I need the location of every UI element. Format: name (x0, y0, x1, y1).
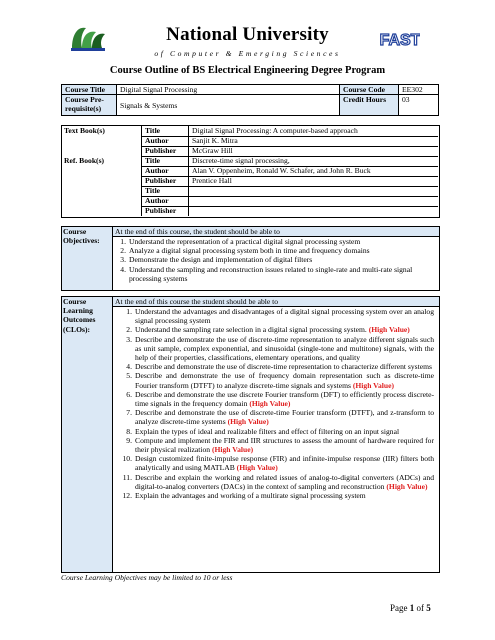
course-title-value: Digital Signal Processing (117, 85, 340, 95)
clo-item (120, 408, 434, 426)
objectives-intro: At the end of this course, the student should be able to (115, 227, 280, 236)
clo-number: 12. (122, 491, 132, 501)
clo-number: 6. (126, 389, 132, 399)
clo-item (120, 335, 434, 363)
clo-text: Explain the types of ideal and realizable filters and effect of filtering on an input signal (135, 426, 400, 436)
clos-list (120, 307, 434, 500)
objective-text: Understand the sampling and reconstruction issues related to single-rate and multi-rate signal processing systems (129, 264, 413, 283)
books-divider-2 (188, 125, 189, 216)
clo-number: 3. (126, 334, 132, 344)
book-ref-key: Title (145, 186, 161, 195)
book-ref-value: Alan V. Oppenheim, Ronald W. Schafer, and John R. Buck (192, 166, 371, 175)
objectives-list (114, 237, 432, 283)
clo-number: 11. (122, 472, 132, 482)
clo-item (120, 371, 434, 389)
objective-item (114, 255, 432, 264)
clo-number: 9. (126, 435, 132, 445)
high-value-badge: (High Value) (211, 445, 254, 455)
objectives-label: Course Objectives: (63, 227, 100, 246)
clo-number: 7. (126, 408, 132, 418)
high-value-badge: (High Value) (368, 325, 410, 335)
credit-hours-value: 03 (399, 95, 439, 116)
clo-text: Describe and demonstrate the use of discrete-time Fourier transform (DTFT), and z-transform to analyze discrete-time systems (135, 408, 434, 427)
book-text-key: Publisher (145, 146, 177, 155)
clos-label-cell (61, 296, 113, 573)
book-row-divider (141, 146, 438, 147)
high-value-badge: (High Value) (352, 380, 395, 390)
book-row-divider (141, 196, 438, 197)
fast-logo-icon (380, 28, 420, 50)
header (0, 18, 495, 62)
objective-text: Understand the representation of a practical digital signal processing system (129, 237, 361, 246)
clo-text: Understand the advantages and disadvantages of a digital signal processing system over an analog signal processing system (135, 307, 434, 326)
prereq-value: Signals & Systems (117, 95, 340, 116)
book-row-divider (141, 136, 438, 137)
page-current: 1 (409, 603, 415, 613)
clo-number: 1. (126, 307, 132, 316)
high-value-badge: (High Value) (386, 481, 428, 491)
clo-item (120, 473, 434, 491)
book-ref-key: Publisher (145, 176, 177, 185)
book-row-divider (141, 166, 438, 167)
book-text-value: Digital Signal Processing: A computer-based approach (192, 126, 358, 135)
clo-number: 2. (126, 325, 132, 335)
page-number (390, 603, 431, 613)
clo-number: 8. (126, 426, 132, 436)
course-code-value: EE302 (399, 85, 439, 95)
course-code-label: Course Code (340, 85, 399, 95)
clo-item (120, 325, 434, 334)
clo-text: Describe and demonstrate the use of frequency domain representation such as discrete-time Fourier transform (DTFT) to analyze discrete-time signals and systems (135, 371, 434, 390)
ref-books-label: Ref. Book(s) (64, 156, 105, 165)
objective-number: 2. (120, 246, 126, 256)
clo-text: Understand the sampling rate selection in a digital signal processing system. (135, 325, 367, 335)
book-row-divider (141, 176, 438, 177)
page-prefix: Page (390, 603, 408, 613)
clo-item (120, 362, 434, 371)
objective-item (114, 246, 432, 255)
high-value-badge: (High Value) (227, 417, 269, 427)
clo-item (120, 454, 434, 472)
clo-text: Describe and demonstrate the use of discrete-time representation to analyze different signals such as unit sample, complex exponential, and sinusoidal (single-tone and multitone) signals, with the help of their properties, classifications, elementary operations, and quality (135, 334, 434, 363)
book-ref-key: Title (145, 156, 161, 165)
clo-text: Describe and explain the working and related issues of analog-to-digital converters (ADCs) and digital-to-analog converters (DACs) in the context of sampling and reconstruction (135, 472, 434, 491)
book-ref-key: Publisher (145, 206, 177, 215)
book-ref-value: Prentice Hall (192, 176, 232, 185)
footnote: Course Learning Objectives may be limited to 10 or less (61, 573, 233, 582)
objective-text: Analyze a digital signal processing system both in time and frequency domains (129, 246, 370, 256)
page-total: 5 (426, 603, 431, 613)
university-name: National University (166, 24, 329, 45)
book-ref-key: Author (145, 196, 169, 205)
high-value-badge: (High Value) (249, 399, 291, 409)
prereq-label: Course Pre-requisite(s) (62, 95, 117, 116)
book-ref-value: Discrete-time signal processing, (192, 156, 290, 165)
university-subtitle: of Computer & Emerging Sciences (154, 49, 341, 58)
clo-text: Describe and demonstrate the use of discrete-time representation to characterize different systems (135, 362, 432, 372)
text-books-label: Text Book(s) (64, 126, 105, 135)
clo-item (120, 307, 434, 325)
books-divider (141, 125, 142, 216)
book-text-key: Author (145, 136, 169, 145)
book-row-divider (141, 186, 438, 187)
clo-text: Compute and implement the FIR and IIR structures to assess the amount of hardware required for their physical realization (135, 435, 434, 455)
book-ref-key: Author (145, 166, 169, 175)
objective-number: 4. (120, 264, 126, 274)
clo-number: 5. (126, 371, 132, 381)
objective-text: Demonstrate the design and implementation of digital filters (129, 255, 313, 265)
course-info-table (61, 84, 439, 116)
clo-text: Describe and demonstrate the use discrete Fourier transform (DFT) to efficiently process discrete-time signals in the frequency domain (135, 389, 434, 409)
clo-item (120, 491, 434, 500)
fast-logo-text: FAST (380, 32, 420, 49)
clo-item (120, 436, 434, 454)
book-text-key: Title (145, 126, 161, 135)
book-row-divider (141, 206, 438, 207)
clo-item (120, 427, 434, 436)
clo-item (120, 390, 434, 408)
objective-number: 3. (120, 255, 126, 265)
book-row-divider (141, 156, 438, 157)
objective-number: 1. (120, 237, 126, 246)
high-value-badge: (High Value) (236, 463, 278, 473)
book-text-value: McGraw Hill (192, 146, 233, 155)
page-of: of (416, 603, 424, 613)
course-title-label: Course Title (62, 85, 117, 95)
clo-number: 4. (126, 362, 132, 372)
book-text-value: Sanjit K. Mitra (192, 136, 238, 145)
clo-text: Design customized finite-impulse response (FIR) and infinite-impulse response (IIR) filters both analytically and using MATLAB (135, 454, 434, 473)
clos-intro: At the end of this course the student should be able to (115, 297, 279, 306)
clo-number: 10. (122, 454, 132, 464)
objective-item (114, 265, 432, 283)
clos-label: Course Learning Outcomes (CLOs): (63, 297, 96, 334)
credit-hours-label: Credit Hours (340, 95, 399, 116)
objective-item (114, 237, 432, 246)
document-title: Course Outline of BS Electrical Engineering Degree Program (109, 65, 386, 76)
clo-text: Explain the advantages and working of a multirate signal processing system (135, 491, 366, 501)
